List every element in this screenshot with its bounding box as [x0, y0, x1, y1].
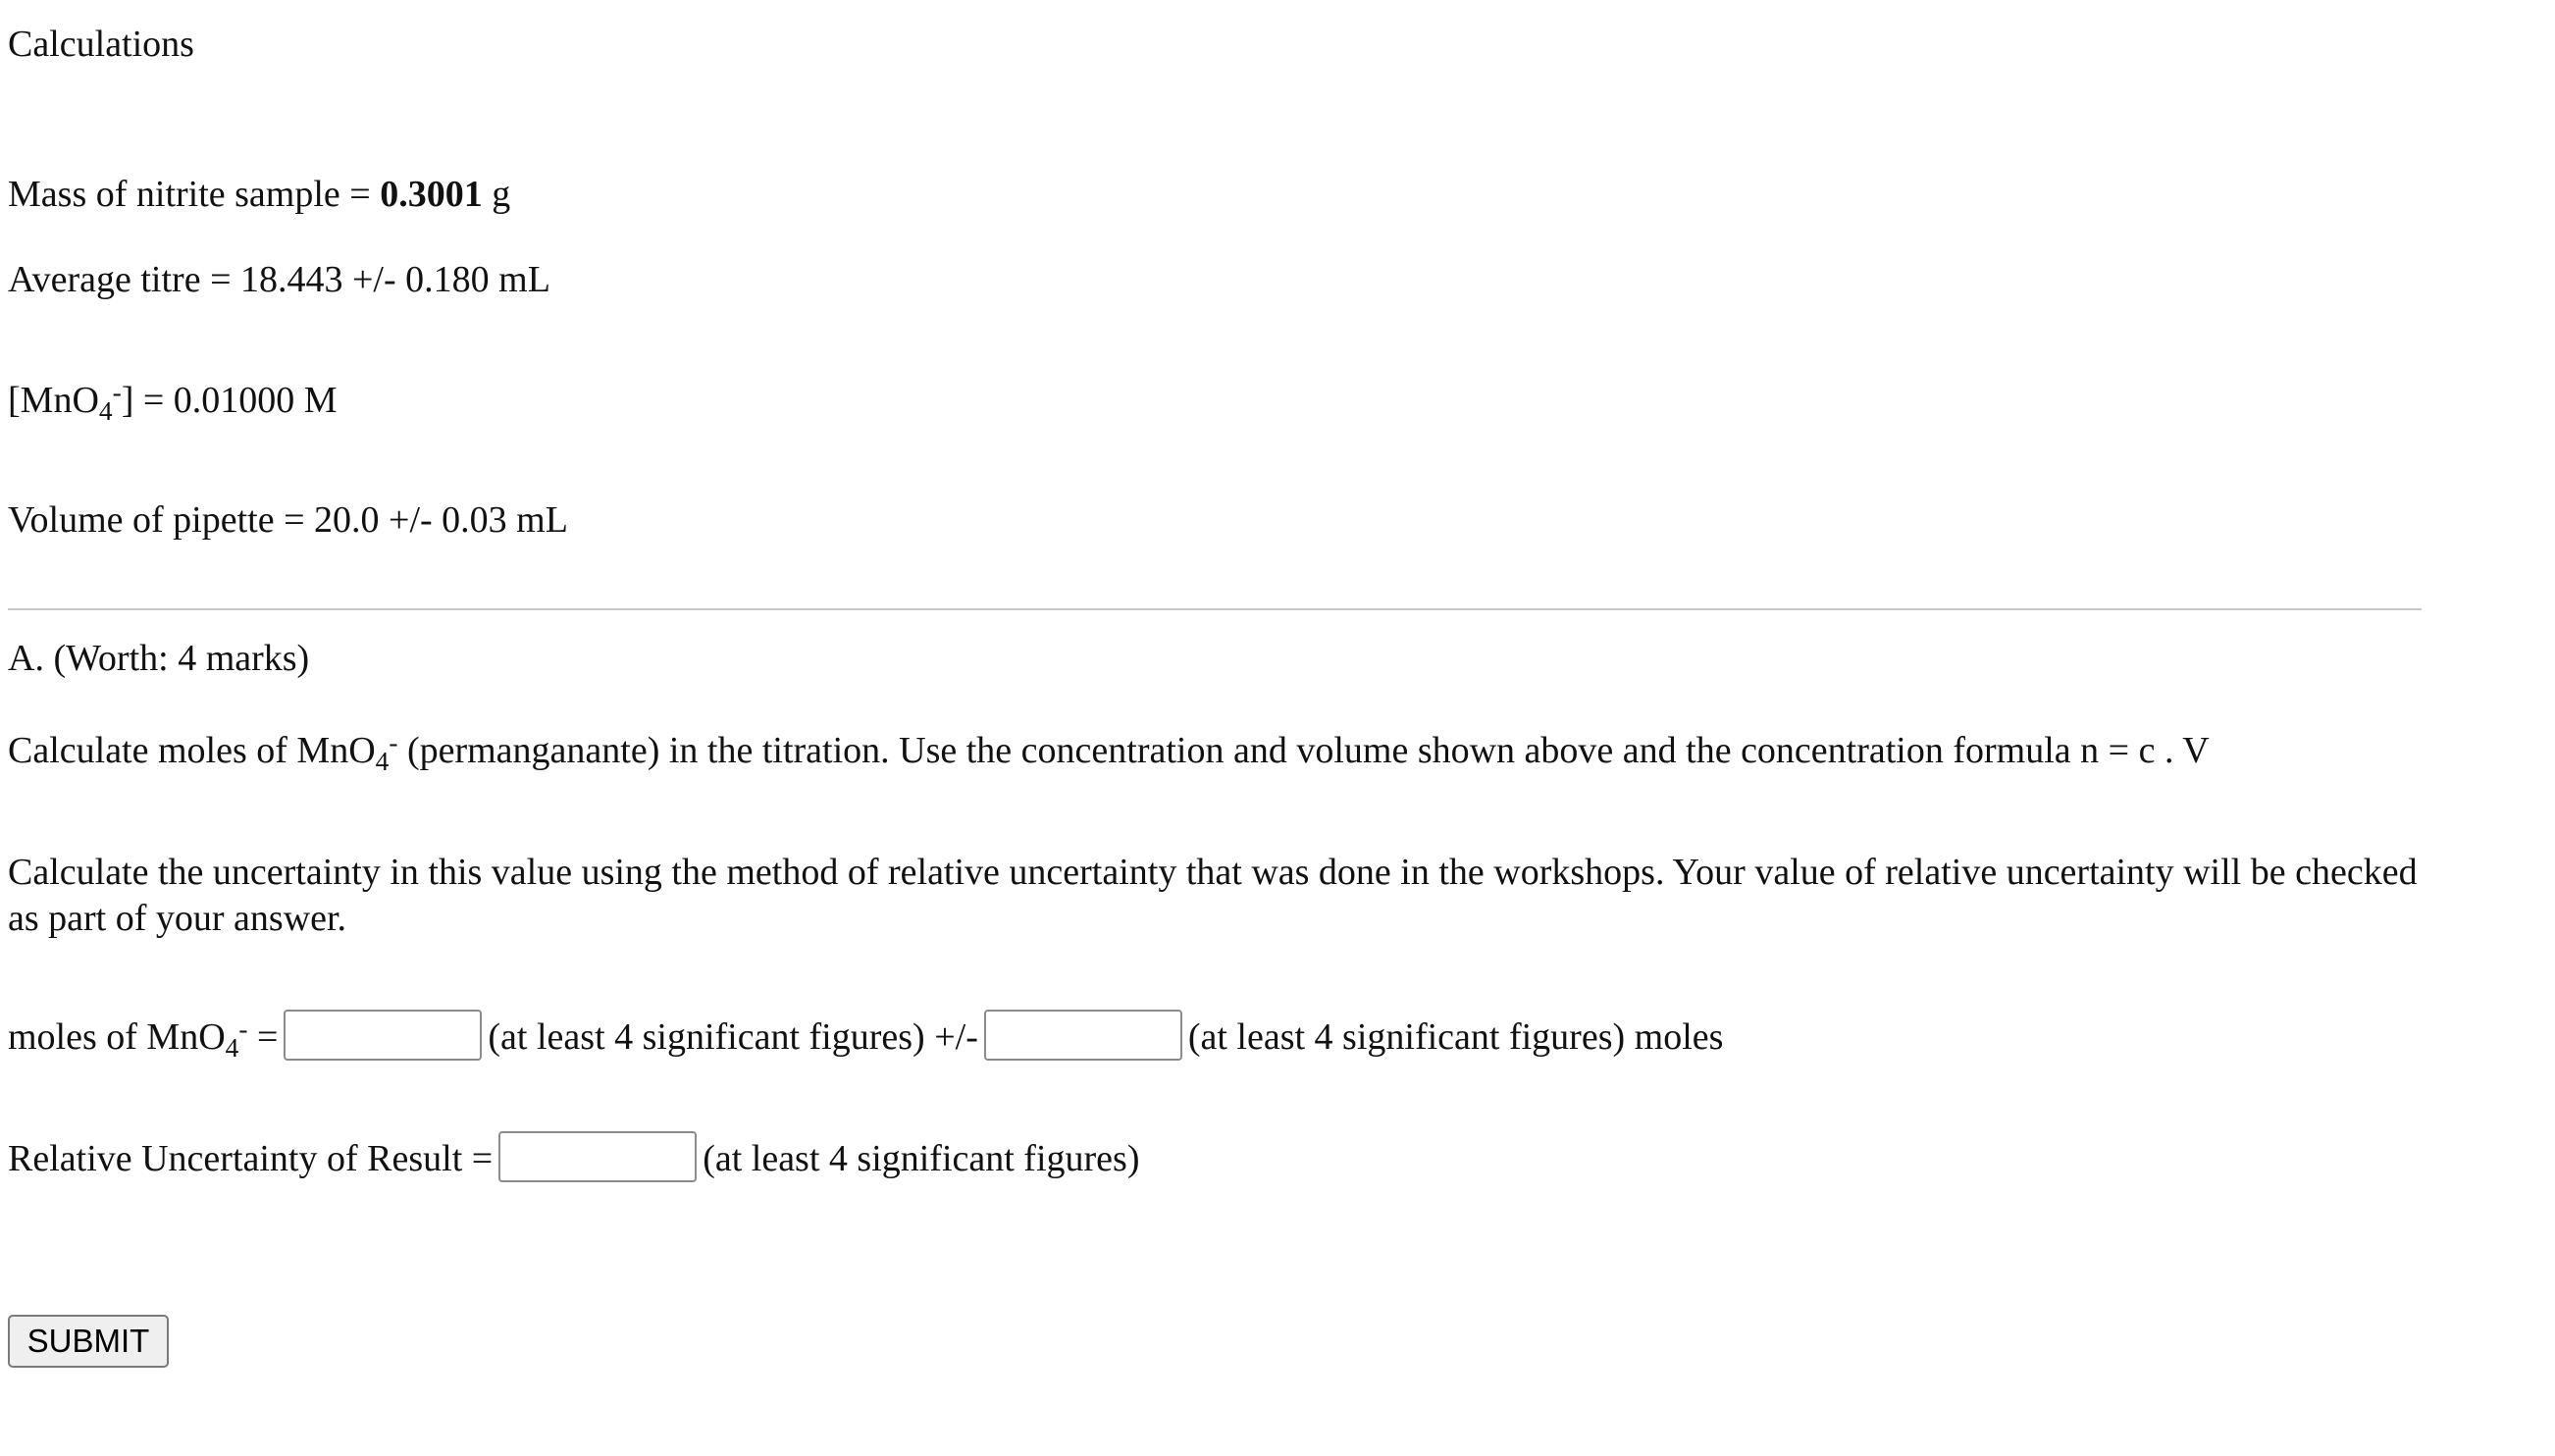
- mass-value: 0.3001: [380, 174, 483, 215]
- concentration-prefix: [MnO: [8, 380, 99, 421]
- mass-unit: g: [482, 174, 511, 215]
- moles-label-superscript: -: [238, 1014, 248, 1044]
- question-instruction: [8, 728, 2210, 775]
- relative-uncertainty-label: Relative Uncertainty of Result =: [8, 1138, 494, 1179]
- instruction-superscript: -: [389, 727, 398, 757]
- moles-value-hint: (at least 4 significant figures) +/-: [488, 1016, 978, 1058]
- relative-uncertainty-row: [8, 1136, 1139, 1187]
- concentration-line: [8, 378, 338, 425]
- concentration-suffix: ] = 0.01000 M: [121, 380, 338, 421]
- mass-line: [8, 172, 510, 219]
- divider: [8, 608, 2422, 610]
- submit-button[interactable]: SUBMIT: [8, 1315, 169, 1368]
- uncertainty-instruction: Calculate the uncertainty in this value using the method of relative uncertainty that was done in the workshops. Your value of relative uncertainty will be checked as part of your answer.: [8, 852, 2418, 939]
- instruction-subscript: 4: [375, 746, 390, 776]
- concentration-subscript: 4: [98, 395, 113, 426]
- moles-label-equals: =: [247, 1016, 279, 1058]
- moles-label: [8, 1014, 279, 1063]
- instruction-suffix: (permanganante) in the titration. Use the concentration and volume shown above and the concentration formula n = c . V: [397, 730, 2210, 771]
- titre-line: Average titre = 18.443 +/- 0.180 mL: [8, 259, 550, 300]
- question-title: A. (Worth: 4 marks): [8, 638, 310, 679]
- relative-uncertainty-hint: (at least 4 significant figures): [703, 1138, 1140, 1179]
- mass-label: Mass of nitrite sample =: [8, 174, 381, 215]
- moles-label-subscript: 4: [225, 1032, 239, 1063]
- moles-uncertainty-input[interactable]: [984, 1010, 1182, 1061]
- section-heading: Calculations: [8, 24, 194, 65]
- relative-uncertainty-input[interactable]: [498, 1131, 697, 1182]
- moles-value-input[interactable]: [284, 1010, 482, 1061]
- moles-uncertainty-hint: (at least 4 significant figures) moles: [1187, 1016, 1724, 1058]
- pipette-line: Volume of pipette = 20.0 +/- 0.03 mL: [8, 499, 568, 541]
- instruction-prefix: Calculate moles of MnO: [8, 730, 376, 771]
- moles-answer-row: [8, 1014, 1723, 1066]
- moles-label-prefix: moles of MnO: [8, 1016, 226, 1058]
- concentration-superscript: -: [112, 377, 122, 407]
